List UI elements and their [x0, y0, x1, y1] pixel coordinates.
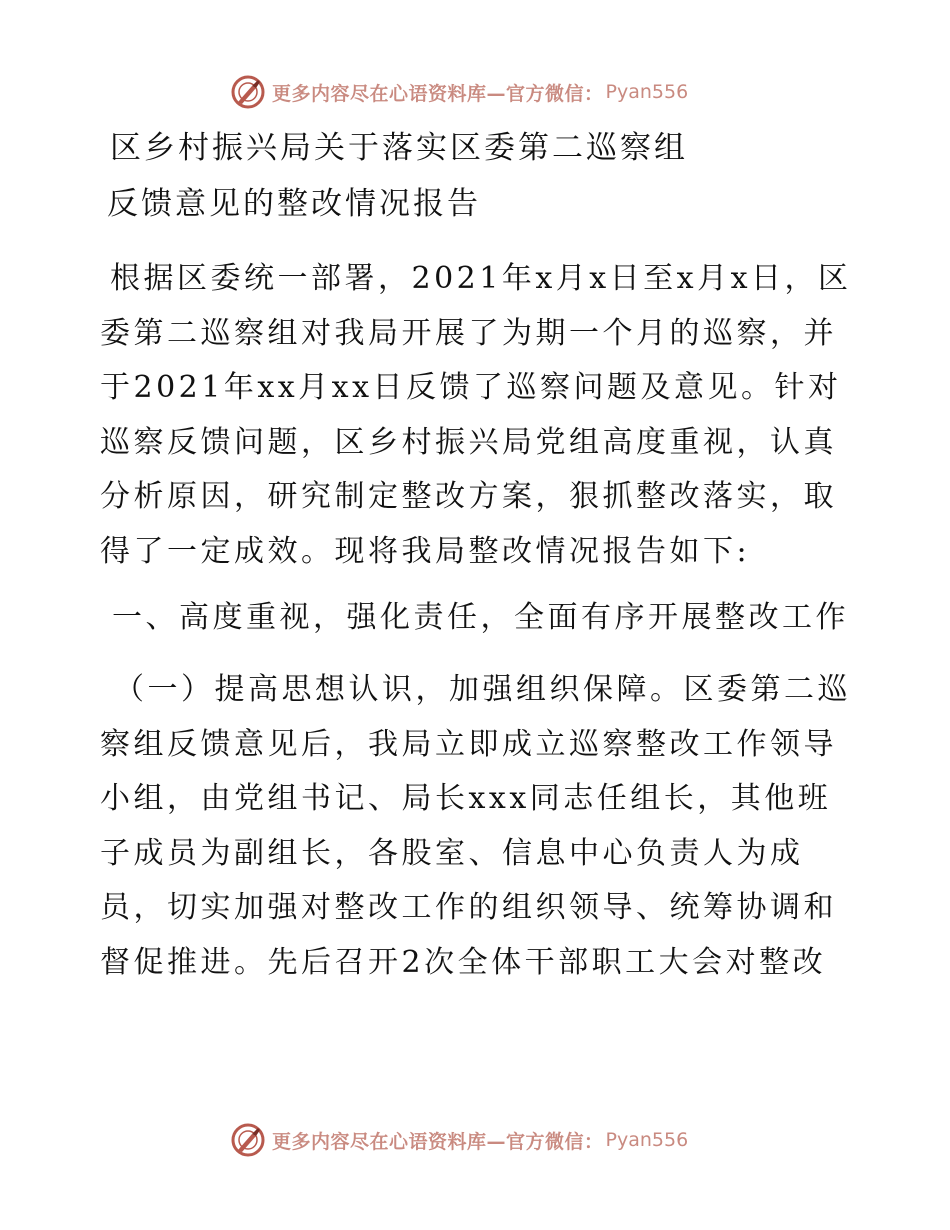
banner-text: 更多内容尽在心语资料库—官方微信： [272, 1130, 604, 1153]
pen-circle-logo-icon [230, 1122, 266, 1158]
footer-watermark-banner [230, 1120, 688, 1160]
section-1-subsection-1: （一）提高思想认识，加强组织保障。区委第二巡察组反馈意见后，我局立即成立巡察整改工作领导小组，由党组书记、局长xxx同志任组长，其他班子成员为副组长，各股室、信息中心负责人为成员，切实加强对整改工作的组织领导、统筹协调和督促推进。先后召开2次全体干部职工大会对整改 [100, 672, 851, 980]
header-watermark-banner [230, 72, 688, 112]
document-title-line-1: 区乡村振兴局关于落实区委第二巡察组 [110, 130, 688, 166]
banner-wechat-id: Pyan556 [605, 81, 689, 103]
banner-text: 更多内容尽在心语资料库—官方微信： [272, 82, 604, 105]
intro-paragraph: 根据区委统一部署，2021年x月x日至x月x日，区委第二巡察组对我局开展了为期一个月的巡察，并于2021年xx月xx日反馈了巡察问题及意见。针对巡察反馈问题，区乡村振兴局党组高度重视，认真分析原因，研究制定整改方案，狠抓整改落实，取得了一定成效。现将我局整改情况报告如下: [100, 261, 852, 569]
pen-circle-logo-icon [230, 74, 266, 110]
document-body [100, 124, 860, 990]
document-title-line-2: 反馈意见的整改情况报告 [107, 186, 481, 222]
banner-wechat-id: Pyan556 [605, 1129, 689, 1151]
section-1-heading: 一、高度重视，强化责任，全面有序开展整改工作 [112, 600, 849, 635]
